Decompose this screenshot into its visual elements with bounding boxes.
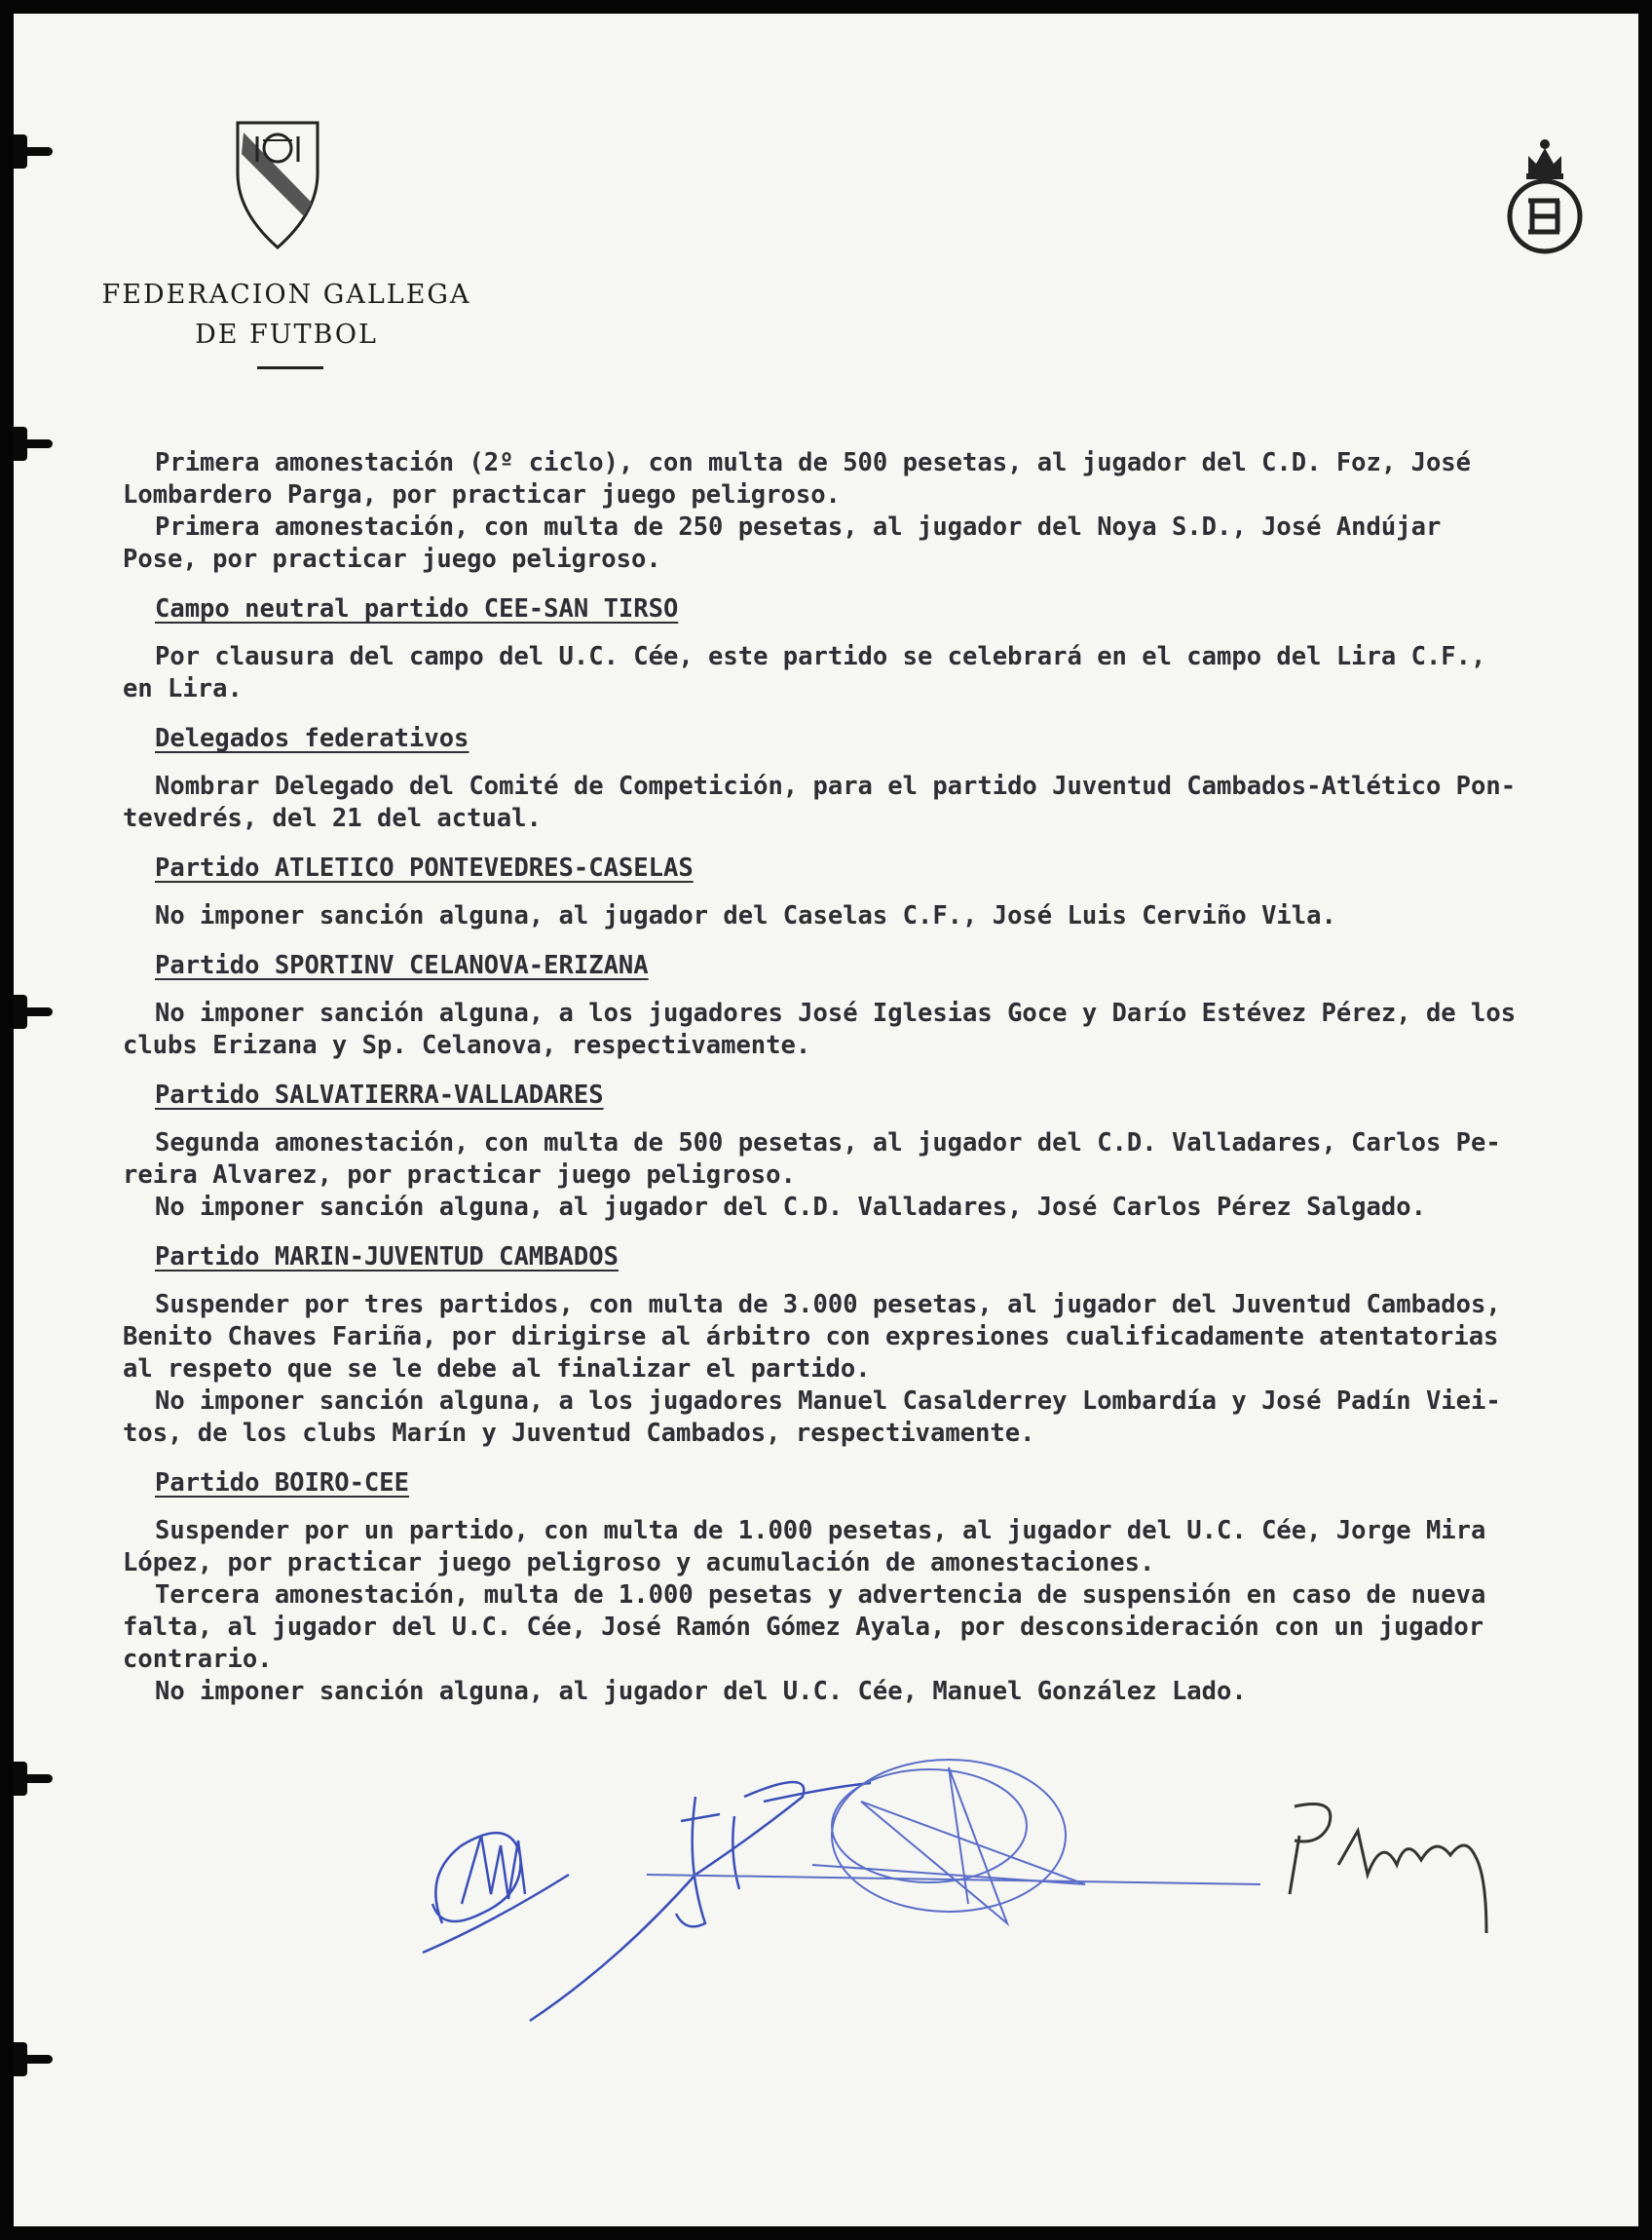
text-line: Tercera amonestación, multa de 1.000 pesetas y advertencia de suspensión en caso de nueva xyxy=(155,1580,1486,1610)
text-line: en Lira. xyxy=(123,674,243,703)
signature-2 xyxy=(676,1797,739,1926)
section-heading-text: Campo neutral partido CEE-SAN TIRSO xyxy=(155,594,679,624)
text-line: López, por practicar juego peligroso y acumulación de amonestaciones. xyxy=(123,1548,1155,1577)
binder-hole xyxy=(14,439,53,448)
binder-hole xyxy=(14,147,53,156)
text-line: reira Alvarez, por practicar juego peligroso. xyxy=(123,1160,796,1190)
binder-hole xyxy=(14,1774,53,1783)
federation-name-line1: FEDERACION GALLEGA xyxy=(101,280,471,310)
section-heading xyxy=(123,593,1633,626)
crown-emblem-logo xyxy=(1499,131,1592,257)
section-heading xyxy=(123,723,1633,755)
section-heading xyxy=(123,853,1633,885)
text-line: falta, al jugador del U.C. Cée, José Ramón Gómez Ayala, por desconsideración con un jugador xyxy=(123,1613,1484,1642)
section-heading xyxy=(123,950,1633,982)
binder-hole xyxy=(14,2055,53,2064)
signature-4 xyxy=(647,1760,1260,1923)
text-line: Pose, por practicar juego peligroso. xyxy=(123,545,661,574)
text-line: Nombrar Delegado del Comité de Competición, para el partido Juventud Cambados-Atlético Pon- xyxy=(155,772,1517,801)
text-line: No imponer sanción alguna, al jugador del Caselas C.F., José Luis Cerviño Vila. xyxy=(155,901,1336,930)
text-line: contrario. xyxy=(123,1645,273,1674)
resolution-text xyxy=(123,447,1633,1708)
federation-name xyxy=(72,275,501,355)
text-line: No imponer sanción alguna, al jugador del U.C. Cée, Manuel González Lado. xyxy=(155,1677,1247,1706)
text-line: Primera amonestación, con multa de 250 pesetas, al jugador del Noya S.D., José Andújar xyxy=(155,513,1442,542)
section-heading-text: Partido SALVATIERRA-VALLADARES xyxy=(155,1081,604,1110)
section-heading-text: Partido MARIN-JUVENTUD CAMBADOS xyxy=(155,1242,619,1272)
section-heading xyxy=(123,1467,1633,1500)
binder-hole xyxy=(14,1007,53,1016)
text-line: Suspender por tres partidos, con multa de 3.000 pesetas, al jugador del Juventud Cambados, xyxy=(155,1290,1501,1319)
text-line: Benito Chaves Fariña, por dirigirse al árbitro con expresiones cualificadamente atentatorias xyxy=(123,1322,1499,1351)
section-heading-text: Partido SPORTINV CELANOVA-ERIZANA xyxy=(155,951,649,980)
signature-5 xyxy=(1290,1804,1486,1934)
section-heading-text: Partido BOIRO-CEE xyxy=(155,1468,409,1498)
section-heading-text: Partido ATLETICO PONTEVEDRES-CASELAS xyxy=(155,854,694,883)
federation-name-line2: DE FUTBOL xyxy=(195,320,378,350)
text-line: clubs Erizana y Sp. Celanova, respectivamente. xyxy=(123,1031,811,1060)
text-line: tos, de los clubs Marín y Juventud Cambados, respectivamente. xyxy=(123,1419,1035,1448)
section-heading xyxy=(123,1241,1633,1273)
signature-1 xyxy=(423,1833,569,1953)
federation-shield-logo xyxy=(234,115,321,251)
text-line: Por clausura del campo del U.C. Cée, este partido se celebrará en el campo del Lira C.F., xyxy=(155,642,1486,671)
text-line: al respeto que se le debe al finalizar el partido. xyxy=(123,1354,871,1384)
document-page xyxy=(14,14,1638,2226)
section-heading-text: Delegados federativos xyxy=(155,724,469,753)
text-line: No imponer sanción alguna, a los jugadores Manuel Casalderrey Lombardía y José Padín Viei- xyxy=(155,1386,1501,1416)
letterhead-rule xyxy=(257,366,323,369)
text-line: Segunda amonestación, con multa de 500 pesetas, al jugador del C.D. Valladares, Carlos Pe- xyxy=(155,1128,1501,1158)
section-heading xyxy=(123,1080,1633,1112)
text-line: No imponer sanción alguna, al jugador del C.D. Valladares, José Carlos Pérez Salgado. xyxy=(155,1193,1426,1222)
signatures-area xyxy=(403,1728,1572,2040)
text-line: Lombardero Parga, por practicar juego peligroso. xyxy=(123,480,841,510)
text-line: No imponer sanción alguna, a los jugadores José Iglesias Goce y Darío Estévez Pérez, de los xyxy=(155,999,1517,1028)
text-line: Suspender por un partido, con multa de 1.000 pesetas, al jugador del U.C. Cée, Jorge Mira xyxy=(155,1516,1486,1545)
text-line: tevedrés, del 21 del actual. xyxy=(123,804,542,833)
text-line: Primera amonestación (2º ciclo), con multa de 500 pesetas, al jugador del C.D. Foz, José xyxy=(155,448,1472,477)
